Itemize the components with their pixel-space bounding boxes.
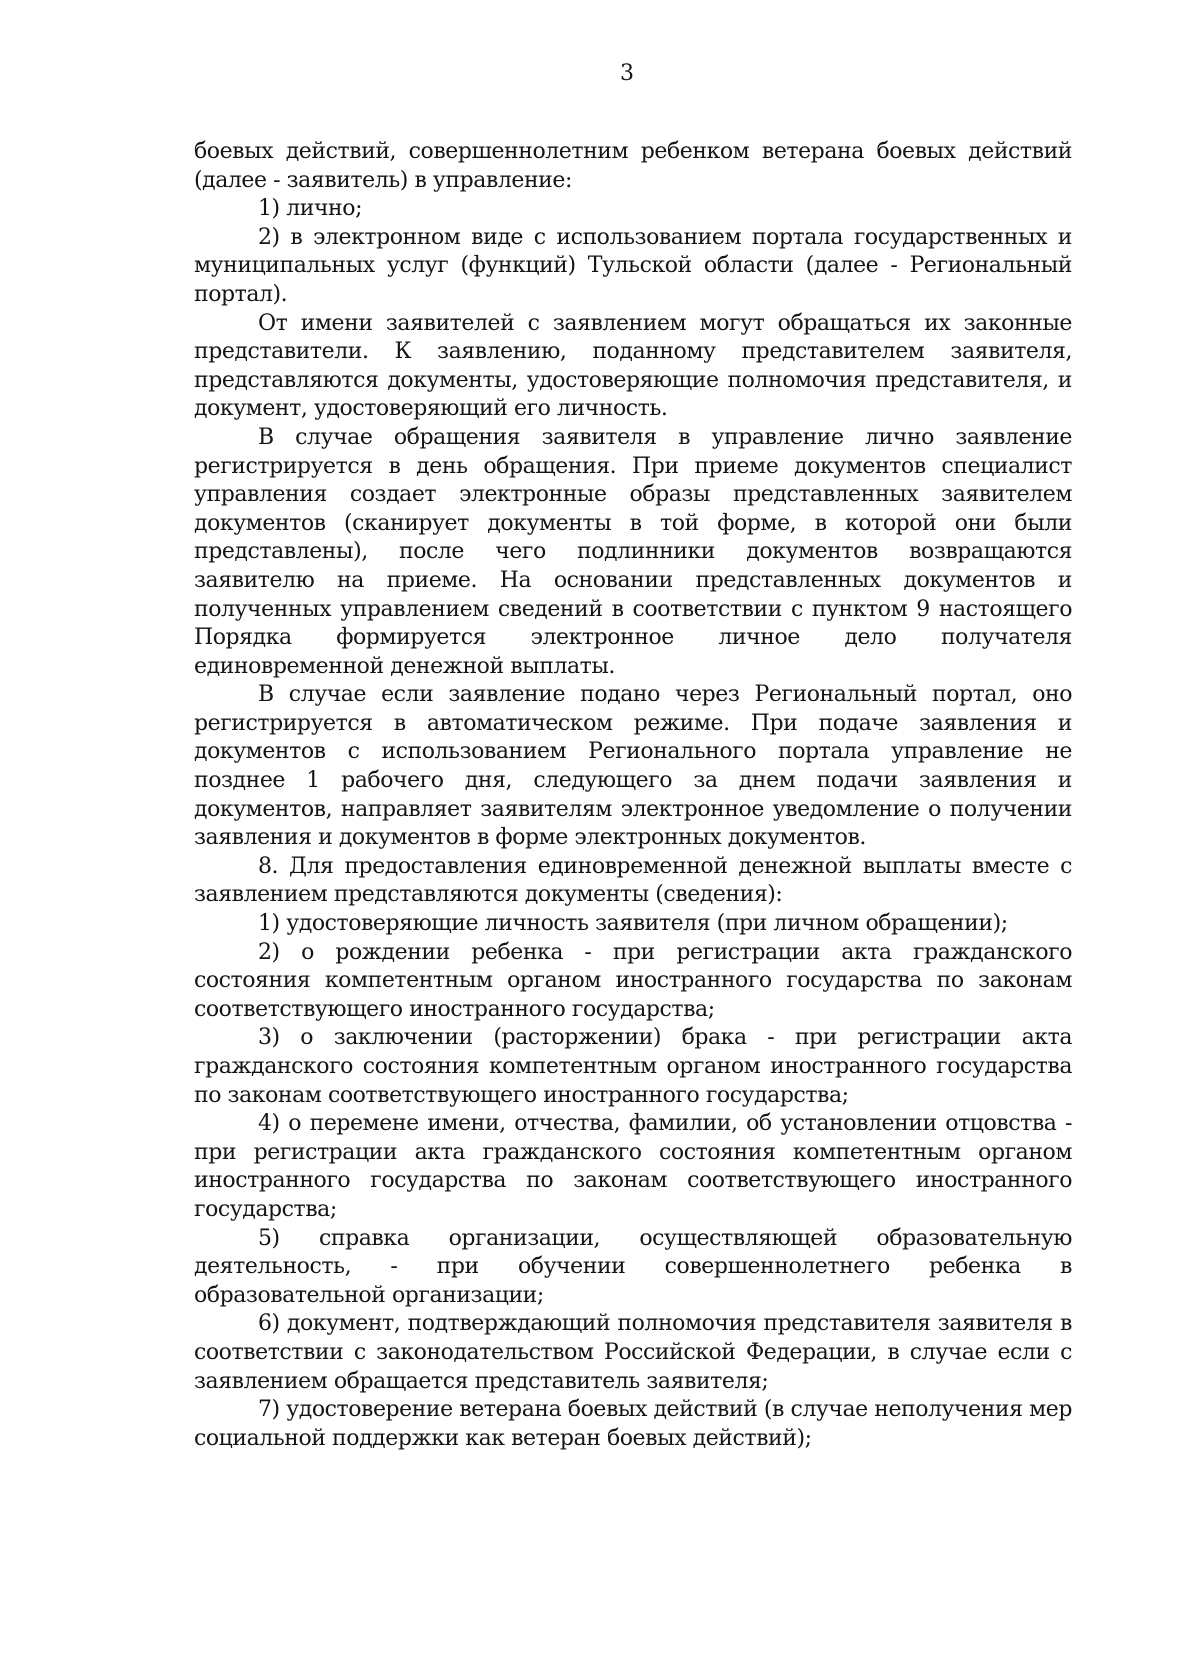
clause-8-item-4: 4) о перемене имени, отчества, фамилии, об установлении отцовства - при регистрации акта гражданского состояния компетентным органом иностранного государства по законам соответствующего иностранного государства; [194, 1111, 1072, 1222]
clause-8-item-5: 5) справка организации, осуществляющей образовательную деятельность, - при обучении совершеннолетнего ребенка в образовательной организации; [194, 1225, 1072, 1308]
clause-8-item-1: 1) удостоверяющие личность заявителя (при личном обращении); [258, 911, 1008, 937]
list-item-electronic: 2) в электронном виде с использованием портала государственных и муниципальных услуг (функций) Тульской области (далее - Региональный портал). [194, 224, 1072, 307]
paragraph-portal-registration: В случае если заявление подано через Региональный портал, оно регистрируется в автоматическом режиме. При подаче заявления и документов с использованием Регионального портала управление не позднее 1 рабочего дня, следующего за днем подачи заявления и документов, направляет заявителям электронное уведомление о получении заявления и документов в форме электронных документов. [194, 682, 1072, 851]
clause-8-heading: 8. Для предоставления единовременной денежной выплаты вместе с заявлением представляются документы (сведения): [194, 853, 1072, 908]
list-item-in-person: 1) лично; [258, 196, 363, 222]
paragraph-legal-representatives: От имени заявителей с заявлением могут обращаться их законные представители. К заявлению, поданному представителем заявителя, представляются документы, удостоверяющие полномочия представителя, и документ, удостоверяющий его личность. [194, 310, 1072, 422]
page-number: 3 [620, 61, 634, 86]
document-body [194, 138, 1072, 1453]
clause-8-item-2: 2) о рождении ребенка - при регистрации акта гражданского состояния компетентным органом иностранного государства по законам соответствующего иностранного государства; [194, 939, 1072, 1022]
paragraph-continuation: боевых действий, совершеннолетним ребенком ветерана боевых действий (далее - заявитель) в управление: [194, 139, 1072, 193]
paragraph-in-person-registration: В случае обращения заявителя в управление лично заявление регистрируется в день обращения. При приеме документов специалист управления создает электронные образы представленных заявителем документов (сканирует документы в той форме, в которой они были представлены), после чего подлинники документов возвращаются заявителю на приеме. На основании представленных документов и полученных управлением сведений в соответствии с пунктом 9 настоящего Порядка формируется электронное личное дело получателя единовременной денежной выплаты. [194, 424, 1072, 679]
clause-8-item-6: 6) документ, подтверждающий полномочия представителя заявителя в соответствии с законодательством Российской Федерации, в случае если с заявлением обращается представитель заявителя; [194, 1311, 1072, 1394]
clause-8-item-3: 3) о заключении (расторжении) брака - при регистрации акта гражданского состояния компетентным органом иностранного государства по законам соответствующего иностранного государства; [194, 1025, 1072, 1108]
clause-8-item-7: 7) удостоверение ветерана боевых действий (в случае неполучения мер социальной поддержки как ветеран боевых действий); [194, 1397, 1072, 1451]
